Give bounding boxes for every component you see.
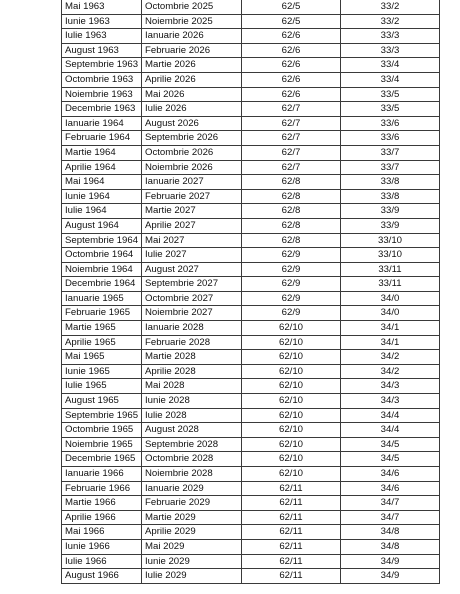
table-row [62, 43, 440, 58]
retirement-date-cell: Noiembrie 2026 [142, 160, 242, 175]
table-row [62, 437, 440, 452]
birth-date-cell: Martie 1964 [62, 145, 142, 160]
contribution-period-cell: 33/5 [341, 87, 440, 102]
birth-date-cell: Decembrie 1965 [62, 452, 142, 467]
retirement-date-cell: Martie 2026 [142, 58, 242, 73]
contribution-period-cell: 34/1 [341, 335, 440, 350]
table-row [62, 394, 440, 409]
retirement-date-cell: Noiembrie 2025 [142, 14, 242, 29]
standard-age-cell: 62/7 [242, 116, 341, 131]
birth-date-cell: Mai 1964 [62, 175, 142, 190]
table-row [62, 58, 440, 73]
birth-date-cell: August 1963 [62, 43, 142, 58]
table-row [62, 14, 440, 29]
retirement-date-cell: Aprilie 2027 [142, 218, 242, 233]
table-row [62, 277, 440, 292]
contribution-period-cell: 34/5 [341, 452, 440, 467]
table-row [62, 29, 440, 44]
birth-date-cell: Decembrie 1964 [62, 277, 142, 292]
retirement-date-cell: Octombrie 2028 [142, 452, 242, 467]
retirement-date-cell: Mai 2027 [142, 233, 242, 248]
retirement-date-cell: Noiembrie 2027 [142, 306, 242, 321]
standard-age-cell: 62/6 [242, 72, 341, 87]
table-row [62, 321, 440, 336]
birth-date-cell: Iulie 1963 [62, 29, 142, 44]
contribution-period-cell: 33/3 [341, 43, 440, 58]
standard-age-cell: 62/10 [242, 408, 341, 423]
standard-age-cell: 62/10 [242, 335, 341, 350]
standard-age-cell: 62/11 [242, 481, 341, 496]
contribution-period-cell: 33/9 [341, 218, 440, 233]
standard-age-cell: 62/10 [242, 379, 341, 394]
retirement-date-cell: August 2027 [142, 262, 242, 277]
retirement-date-cell: Iunie 2028 [142, 394, 242, 409]
retirement-date-cell: Februarie 2028 [142, 335, 242, 350]
standard-age-cell: 62/7 [242, 145, 341, 160]
retirement-date-cell: Septembrie 2027 [142, 277, 242, 292]
table-row [62, 131, 440, 146]
standard-age-cell: 62/8 [242, 189, 341, 204]
birth-date-cell: Ianuarie 1964 [62, 116, 142, 131]
retirement-age-table [61, 0, 440, 584]
retirement-date-cell: Octombrie 2025 [142, 0, 242, 14]
table-row [62, 116, 440, 131]
contribution-period-cell: 34/6 [341, 467, 440, 482]
retirement-date-cell: Ianuarie 2027 [142, 175, 242, 190]
contribution-period-cell: 34/2 [341, 364, 440, 379]
standard-age-cell: 62/8 [242, 175, 341, 190]
birth-date-cell: Noiembrie 1964 [62, 262, 142, 277]
retirement-date-cell: Iulie 2028 [142, 408, 242, 423]
birth-date-cell: Februarie 1964 [62, 131, 142, 146]
table-row [62, 160, 440, 175]
contribution-period-cell: 33/2 [341, 0, 440, 14]
birth-date-cell: Iulie 1965 [62, 379, 142, 394]
birth-date-cell: Iunie 1964 [62, 189, 142, 204]
retirement-date-cell: Februarie 2029 [142, 496, 242, 511]
retirement-date-cell: Mai 2029 [142, 539, 242, 554]
birth-date-cell: August 1965 [62, 394, 142, 409]
retirement-date-cell: Iunie 2029 [142, 554, 242, 569]
retirement-date-cell: Septembrie 2028 [142, 437, 242, 452]
standard-age-cell: 62/6 [242, 43, 341, 58]
contribution-period-cell: 34/4 [341, 408, 440, 423]
retirement-date-cell: Februarie 2026 [142, 43, 242, 58]
table-row [62, 379, 440, 394]
standard-age-cell: 62/7 [242, 102, 341, 117]
contribution-period-cell: 34/3 [341, 394, 440, 409]
birth-date-cell: Aprilie 1966 [62, 510, 142, 525]
retirement-date-cell: Martie 2028 [142, 350, 242, 365]
contribution-period-cell: 33/8 [341, 175, 440, 190]
table-row [62, 102, 440, 117]
standard-age-cell: 62/11 [242, 539, 341, 554]
table-row [62, 510, 440, 525]
contribution-period-cell: 33/3 [341, 29, 440, 44]
retirement-date-cell: Aprilie 2028 [142, 364, 242, 379]
retirement-date-cell: Iulie 2029 [142, 569, 242, 584]
table-row [62, 335, 440, 350]
standard-age-cell: 62/6 [242, 87, 341, 102]
standard-age-cell: 62/9 [242, 248, 341, 263]
standard-age-cell: 62/11 [242, 525, 341, 540]
standard-age-cell: 62/10 [242, 364, 341, 379]
table-row [62, 291, 440, 306]
birth-date-cell: Mai 1963 [62, 0, 142, 14]
standard-age-cell: 62/7 [242, 160, 341, 175]
contribution-period-cell: 34/8 [341, 539, 440, 554]
contribution-period-cell: 33/8 [341, 189, 440, 204]
table-row [62, 175, 440, 190]
retirement-date-cell: Martie 2029 [142, 510, 242, 525]
contribution-period-cell: 33/4 [341, 58, 440, 73]
birth-date-cell: Martie 1965 [62, 321, 142, 336]
contribution-period-cell: 34/3 [341, 379, 440, 394]
retirement-date-cell: Septembrie 2026 [142, 131, 242, 146]
contribution-period-cell: 34/6 [341, 481, 440, 496]
retirement-date-cell: Noiembrie 2028 [142, 467, 242, 482]
contribution-period-cell: 34/0 [341, 291, 440, 306]
birth-date-cell: August 1966 [62, 569, 142, 584]
standard-age-cell: 62/8 [242, 233, 341, 248]
standard-age-cell: 62/11 [242, 554, 341, 569]
contribution-period-cell: 33/6 [341, 131, 440, 146]
standard-age-cell: 62/10 [242, 423, 341, 438]
contribution-period-cell: 33/7 [341, 145, 440, 160]
standard-age-cell: 62/10 [242, 321, 341, 336]
standard-age-cell: 62/10 [242, 467, 341, 482]
contribution-period-cell: 34/5 [341, 437, 440, 452]
table-row [62, 204, 440, 219]
standard-age-cell: 62/6 [242, 29, 341, 44]
table-row [62, 189, 440, 204]
standard-age-cell: 62/11 [242, 496, 341, 511]
table-row [62, 145, 440, 160]
birth-date-cell: Noiembrie 1965 [62, 437, 142, 452]
contribution-period-cell: 34/8 [341, 525, 440, 540]
table-row [62, 554, 440, 569]
retirement-date-cell: Ianuarie 2028 [142, 321, 242, 336]
table-row [62, 539, 440, 554]
retirement-date-cell: Ianuarie 2026 [142, 29, 242, 44]
table-row [62, 481, 440, 496]
standard-age-cell: 62/5 [242, 0, 341, 14]
standard-age-cell: 62/8 [242, 218, 341, 233]
retirement-date-cell: Octombrie 2027 [142, 291, 242, 306]
table-row [62, 467, 440, 482]
birth-date-cell: Septembrie 1965 [62, 408, 142, 423]
standard-age-cell: 62/6 [242, 58, 341, 73]
table-row [62, 72, 440, 87]
retirement-date-cell: Ianuarie 2029 [142, 481, 242, 496]
contribution-period-cell: 33/10 [341, 233, 440, 248]
birth-date-cell: Mai 1966 [62, 525, 142, 540]
table-row [62, 569, 440, 584]
birth-date-cell: Ianuarie 1965 [62, 291, 142, 306]
table-row [62, 496, 440, 511]
birth-date-cell: Iunie 1963 [62, 14, 142, 29]
retirement-date-cell: August 2026 [142, 116, 242, 131]
birth-date-cell: Septembrie 1964 [62, 233, 142, 248]
contribution-period-cell: 33/7 [341, 160, 440, 175]
contribution-period-cell: 34/2 [341, 350, 440, 365]
contribution-period-cell: 33/2 [341, 14, 440, 29]
birth-date-cell: Aprilie 1964 [62, 160, 142, 175]
birth-date-cell: Februarie 1966 [62, 481, 142, 496]
standard-age-cell: 62/10 [242, 394, 341, 409]
retirement-date-cell: Februarie 2027 [142, 189, 242, 204]
retirement-date-cell: Martie 2027 [142, 204, 242, 219]
table-row [62, 306, 440, 321]
table-row [62, 423, 440, 438]
contribution-period-cell: 33/5 [341, 102, 440, 117]
contribution-period-cell: 33/11 [341, 262, 440, 277]
retirement-date-cell: August 2028 [142, 423, 242, 438]
contribution-period-cell: 33/6 [341, 116, 440, 131]
table-row [62, 218, 440, 233]
table-row [62, 262, 440, 277]
table-row [62, 364, 440, 379]
standard-age-cell: 62/9 [242, 306, 341, 321]
standard-age-cell: 62/8 [242, 204, 341, 219]
standard-age-cell: 62/5 [242, 14, 341, 29]
contribution-period-cell: 33/9 [341, 204, 440, 219]
contribution-period-cell: 33/10 [341, 248, 440, 263]
contribution-period-cell: 34/9 [341, 554, 440, 569]
retirement-date-cell: Iulie 2027 [142, 248, 242, 263]
retirement-date-cell: Octombrie 2026 [142, 145, 242, 160]
table-row [62, 0, 440, 14]
birth-date-cell: Noiembrie 1963 [62, 87, 142, 102]
table-row [62, 233, 440, 248]
birth-date-cell: Aprilie 1965 [62, 335, 142, 350]
table-row [62, 408, 440, 423]
contribution-period-cell: 34/0 [341, 306, 440, 321]
standard-age-cell: 62/11 [242, 569, 341, 584]
contribution-period-cell: 34/1 [341, 321, 440, 336]
birth-date-cell: Februarie 1965 [62, 306, 142, 321]
contribution-period-cell: 33/11 [341, 277, 440, 292]
table-row [62, 452, 440, 467]
birth-date-cell: Decembrie 1963 [62, 102, 142, 117]
standard-age-cell: 62/9 [242, 262, 341, 277]
birth-date-cell: Iunie 1965 [62, 364, 142, 379]
contribution-period-cell: 34/9 [341, 569, 440, 584]
standard-age-cell: 62/10 [242, 437, 341, 452]
standard-age-cell: 62/7 [242, 131, 341, 146]
contribution-period-cell: 33/4 [341, 72, 440, 87]
contribution-period-cell: 34/7 [341, 496, 440, 511]
standard-age-cell: 62/9 [242, 277, 341, 292]
birth-date-cell: Mai 1965 [62, 350, 142, 365]
contribution-period-cell: 34/4 [341, 423, 440, 438]
birth-date-cell: Octombrie 1963 [62, 72, 142, 87]
retirement-date-cell: Aprilie 2026 [142, 72, 242, 87]
table-row [62, 525, 440, 540]
retirement-date-cell: Mai 2026 [142, 87, 242, 102]
birth-date-cell: Octombrie 1964 [62, 248, 142, 263]
contribution-period-cell: 34/7 [341, 510, 440, 525]
table-row [62, 248, 440, 263]
retirement-date-cell: Iulie 2026 [142, 102, 242, 117]
standard-age-cell: 62/10 [242, 452, 341, 467]
standard-age-cell: 62/10 [242, 350, 341, 365]
standard-age-cell: 62/11 [242, 510, 341, 525]
birth-date-cell: Iulie 1964 [62, 204, 142, 219]
table-row [62, 87, 440, 102]
birth-date-cell: Iulie 1966 [62, 554, 142, 569]
birth-date-cell: Octombrie 1965 [62, 423, 142, 438]
retirement-date-cell: Aprilie 2029 [142, 525, 242, 540]
birth-date-cell: Iunie 1966 [62, 539, 142, 554]
birth-date-cell: Ianuarie 1966 [62, 467, 142, 482]
table-body [62, 0, 440, 583]
retirement-date-cell: Mai 2028 [142, 379, 242, 394]
standard-age-cell: 62/9 [242, 291, 341, 306]
birth-date-cell: Septembrie 1963 [62, 58, 142, 73]
birth-date-cell: Martie 1966 [62, 496, 142, 511]
table-row [62, 350, 440, 365]
birth-date-cell: August 1964 [62, 218, 142, 233]
